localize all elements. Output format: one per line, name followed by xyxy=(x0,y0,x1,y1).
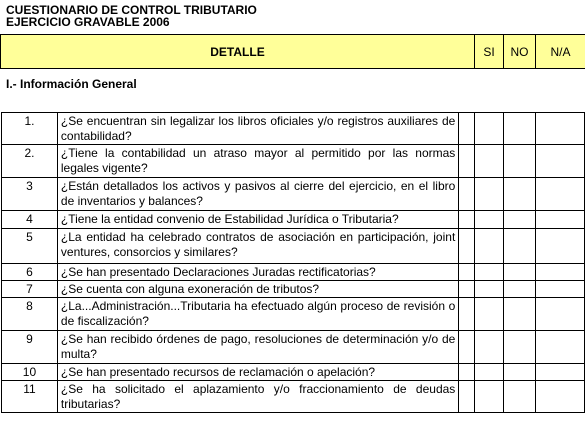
question-row xyxy=(2,264,585,281)
question-row xyxy=(2,113,585,145)
column-header-detalle: DETALLE xyxy=(1,35,475,69)
question-number: 9 xyxy=(2,331,58,364)
question-row xyxy=(2,381,585,413)
si-checkbox-cell[interactable] xyxy=(475,178,504,211)
question-number: 2. xyxy=(2,145,58,178)
question-text: ¿Se han presentado Declaraciones Juradas rectificatorias? xyxy=(57,264,458,281)
question-row xyxy=(2,281,585,298)
question-row xyxy=(2,178,585,211)
question-text: ¿La entidad ha celebrado contratos de asociación en participación, joint ventures, consorcios y similares? xyxy=(57,229,458,264)
question-row xyxy=(2,145,585,178)
spacer-cell xyxy=(459,229,475,264)
question-number: 7 xyxy=(2,281,58,298)
no-checkbox-cell[interactable] xyxy=(504,113,536,145)
question-text: ¿Se encuentran sin legalizar los libros oficiales y/o registros auxiliares de contabilidad? xyxy=(57,113,458,145)
question-text: ¿Se han recibido órdenes de pago, resoluciones de determinación y/o de multa? xyxy=(57,331,458,364)
question-text: ¿La...Administración...Tributaria ha efectuado algún proceso de revisión o de fiscalización? xyxy=(57,298,458,331)
no-checkbox-cell[interactable] xyxy=(504,211,536,229)
si-checkbox-cell[interactable] xyxy=(475,281,504,298)
question-row xyxy=(2,298,585,331)
question-number: 11 xyxy=(2,381,58,413)
spacer-cell xyxy=(459,364,475,381)
na-checkbox-cell[interactable] xyxy=(536,178,585,211)
question-row xyxy=(2,211,585,229)
si-checkbox-cell[interactable] xyxy=(475,381,504,413)
spacer-cell xyxy=(459,178,475,211)
column-header-no: NO xyxy=(504,35,536,69)
si-checkbox-cell[interactable] xyxy=(475,264,504,281)
no-checkbox-cell[interactable] xyxy=(504,264,536,281)
spacer-cell xyxy=(459,281,475,298)
no-checkbox-cell[interactable] xyxy=(504,281,536,298)
no-checkbox-cell[interactable] xyxy=(504,331,536,364)
question-row xyxy=(2,229,585,264)
si-checkbox-cell[interactable] xyxy=(475,145,504,178)
document-subtitle: EJERCICIO GRAVABLE 2006 xyxy=(6,15,170,29)
spacer-cell xyxy=(459,298,475,331)
questions-table xyxy=(1,112,585,413)
si-checkbox-cell[interactable] xyxy=(475,229,504,264)
si-checkbox-cell[interactable] xyxy=(475,211,504,229)
spacer-cell xyxy=(459,331,475,364)
spacer-cell xyxy=(459,145,475,178)
section-title: I.- Información General xyxy=(6,77,137,91)
question-text: ¿Tiene la entidad convenio de Estabilidad Jurídica o Tributaria? xyxy=(57,211,458,229)
na-checkbox-cell[interactable] xyxy=(536,264,585,281)
na-checkbox-cell[interactable] xyxy=(536,331,585,364)
question-text: ¿Se cuenta con alguna exoneración de tributos? xyxy=(57,281,458,298)
no-checkbox-cell[interactable] xyxy=(504,298,536,331)
no-checkbox-cell[interactable] xyxy=(504,145,536,178)
na-checkbox-cell[interactable] xyxy=(536,211,585,229)
question-number: 5 xyxy=(2,229,58,264)
question-number: 10 xyxy=(2,364,58,381)
na-checkbox-cell[interactable] xyxy=(536,381,585,413)
si-checkbox-cell[interactable] xyxy=(475,113,504,145)
spacer-cell xyxy=(459,381,475,413)
question-number: 1. xyxy=(2,113,58,145)
na-checkbox-cell[interactable] xyxy=(536,113,585,145)
question-text: ¿Se ha solicitado el aplazamiento y/o fraccionamiento de deudas tributarias? xyxy=(57,381,458,413)
question-number: 8 xyxy=(2,298,58,331)
na-checkbox-cell[interactable] xyxy=(536,145,585,178)
question-number: 6 xyxy=(2,264,58,281)
column-header-si: SI xyxy=(475,35,504,69)
na-checkbox-cell[interactable] xyxy=(536,229,585,264)
document-title: CUESTIONARIO DE CONTROL TRIBUTARIO xyxy=(6,3,257,17)
spacer-cell xyxy=(459,211,475,229)
question-text: ¿Están detallados los activos y pasivos al cierre del ejercicio, en el libro de inventarios y balances? xyxy=(57,178,458,211)
column-header-na: N/A xyxy=(536,35,585,69)
na-checkbox-cell[interactable] xyxy=(536,281,585,298)
no-checkbox-cell[interactable] xyxy=(504,364,536,381)
spacer-cell xyxy=(459,264,475,281)
question-row xyxy=(2,364,585,381)
question-number: 4 xyxy=(2,211,58,229)
spacer-cell xyxy=(459,113,475,145)
question-text: ¿Tiene la contabilidad un atraso mayor al permitido por las normas legales vigente? xyxy=(57,145,458,178)
na-checkbox-cell[interactable] xyxy=(536,298,585,331)
na-checkbox-cell[interactable] xyxy=(536,364,585,381)
no-checkbox-cell[interactable] xyxy=(504,178,536,211)
question-text: ¿Se han presentado recursos de reclamación o apelación? xyxy=(57,364,458,381)
no-checkbox-cell[interactable] xyxy=(504,381,536,413)
si-checkbox-cell[interactable] xyxy=(475,331,504,364)
si-checkbox-cell[interactable] xyxy=(475,298,504,331)
question-row xyxy=(2,331,585,364)
no-checkbox-cell[interactable] xyxy=(504,229,536,264)
question-number: 3 xyxy=(2,178,58,211)
column-header-table xyxy=(0,34,585,69)
si-checkbox-cell[interactable] xyxy=(475,364,504,381)
